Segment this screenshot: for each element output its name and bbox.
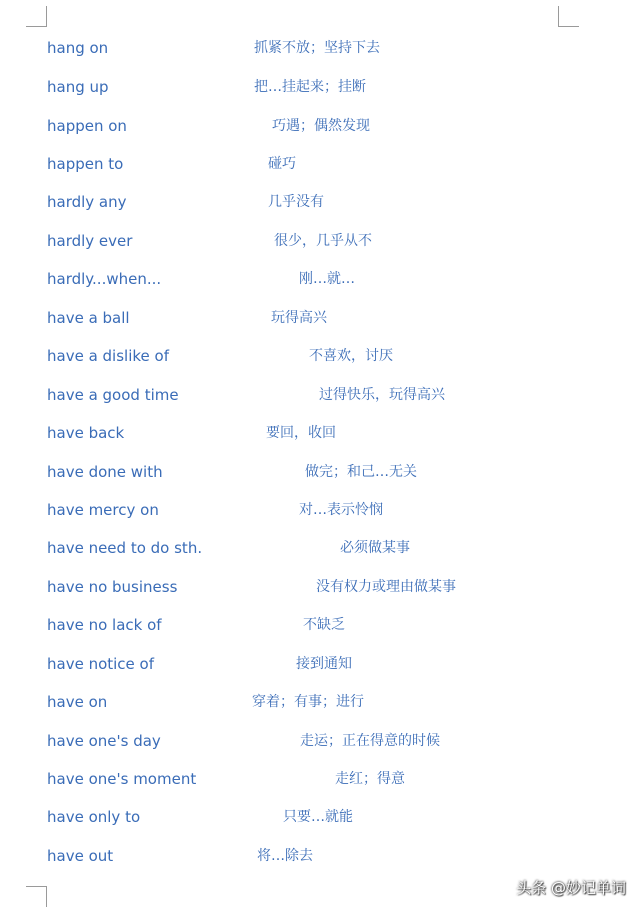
list-item (0, 152, 640, 176)
corner-mark-top-right (558, 6, 579, 27)
meaning-text: 玩得高兴 (271, 310, 327, 326)
phrase-text: have out (47, 847, 114, 865)
list-item (0, 460, 640, 484)
list-item (0, 114, 640, 138)
list-item (0, 75, 640, 99)
watermark: 头条 @妙记单词 (516, 879, 626, 897)
phrase-text: hang on (47, 39, 109, 57)
meaning-text: 巧遇；偶然发现 (272, 118, 370, 134)
phrase-text: have only to (47, 808, 141, 826)
list-item (0, 729, 640, 753)
meaning-text: 几乎没有 (268, 194, 324, 210)
meaning-text: 穿着；有事；进行 (252, 694, 364, 710)
meaning-text: 必须做某事 (340, 540, 410, 556)
list-item (0, 575, 640, 599)
list-item (0, 344, 640, 368)
meaning-text: 刚…就… (299, 271, 355, 287)
phrase-text: hardly any (47, 193, 127, 211)
meaning-text: 对…表示怜悯 (299, 502, 383, 518)
phrase-text: hardly...when... (47, 270, 162, 288)
meaning-text: 抓紧不放；坚持下去 (254, 40, 380, 56)
phrase-text: have a good time (47, 386, 179, 404)
meaning-text: 做完；和己…无关 (305, 464, 417, 480)
meaning-text: 走运；正在得意的时候 (300, 733, 440, 749)
meaning-text: 不缺乏 (303, 617, 345, 633)
phrase-text: have notice of (47, 655, 155, 673)
corner-mark-bottom-left (26, 886, 47, 907)
meaning-text: 只要…就能 (283, 809, 353, 825)
phrase-text: happen on (47, 117, 127, 135)
phrase-text: happen to (47, 155, 124, 173)
list-item (0, 190, 640, 214)
phrase-text: have on (47, 693, 108, 711)
list-item (0, 421, 640, 445)
meaning-text: 要回，收回 (266, 425, 336, 441)
meaning-text: 很少，几乎从不 (274, 233, 372, 249)
phrase-text: have mercy on (47, 501, 159, 519)
list-item (0, 229, 640, 253)
phrase-text: have a dislike of (47, 347, 169, 365)
phrase-text: have one's moment (47, 770, 197, 788)
list-item (0, 267, 640, 291)
list-item (0, 306, 640, 330)
phrase-text: have one's day (47, 732, 161, 750)
corner-mark-top-left (26, 6, 47, 27)
meaning-text: 过得快乐，玩得高兴 (319, 387, 445, 403)
list-item (0, 652, 640, 676)
phrase-text: have no lack of (47, 616, 162, 634)
meaning-text: 碰巧 (268, 156, 296, 172)
list-item (0, 536, 640, 560)
phrase-text: have back (47, 424, 125, 442)
list-item (0, 383, 640, 407)
meaning-text: 走红；得意 (335, 771, 405, 787)
list-item (0, 805, 640, 829)
meaning-text: 接到通知 (296, 656, 352, 672)
list-item (0, 36, 640, 60)
phrase-text: have need to do sth. (47, 539, 203, 557)
meaning-text: 把…挂起来；挂断 (254, 79, 366, 95)
phrase-text: hang up (47, 78, 109, 96)
phrase-text: have no business (47, 578, 178, 596)
list-item (0, 767, 640, 791)
meaning-text: 将…除去 (257, 848, 313, 864)
phrase-text: have a ball (47, 309, 130, 327)
phrase-text: have done with (47, 463, 163, 481)
meaning-text: 不喜欢，讨厌 (309, 348, 393, 364)
phrase-text: hardly ever (47, 232, 133, 250)
list-item (0, 613, 640, 637)
meaning-text: 没有权力或理由做某事 (316, 579, 456, 595)
list-item (0, 498, 640, 522)
list-item (0, 690, 640, 714)
list-item (0, 844, 640, 868)
